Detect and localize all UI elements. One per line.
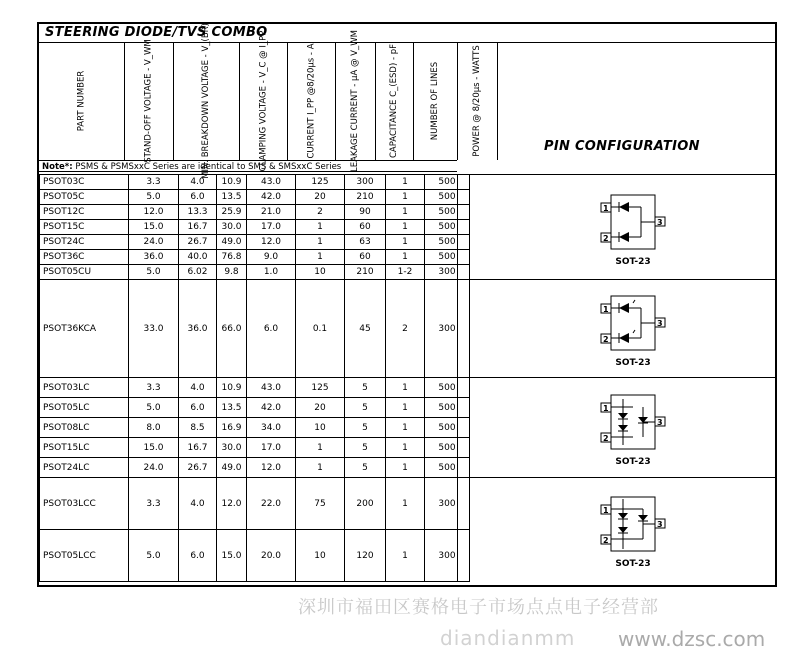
value-cell: 1 <box>386 235 425 250</box>
value-cell: 43.0 <box>247 175 296 190</box>
value-cell: 16.7 <box>179 438 217 458</box>
value-cell: 200 <box>345 478 386 530</box>
value-cell: 5.0 <box>129 265 179 280</box>
column-header <box>457 42 497 160</box>
column-header-text: MIN. BREAKDOWN VOLTAGE - V_(BR) <box>201 23 211 179</box>
value-cell: 13.5 <box>217 398 247 418</box>
value-cell: 500 <box>425 220 470 235</box>
value-cell: 500 <box>425 190 470 205</box>
value-cell: 10.9 <box>217 378 247 398</box>
value-cell: 49.0 <box>217 235 247 250</box>
value-cell: 6.0 <box>179 530 217 582</box>
part-number-cell: PSOT12C <box>40 205 129 220</box>
part-number-cell: PSOT03C <box>40 175 129 190</box>
value-cell: 500 <box>425 250 470 265</box>
value-cell: 1 <box>386 190 425 205</box>
value-cell: 1 <box>386 418 425 438</box>
package-label: SOT-23 <box>615 358 651 368</box>
value-cell: 1 <box>296 458 345 478</box>
value-cell: 3.3 <box>129 175 179 190</box>
pin-diagram-cell <box>457 174 775 279</box>
value-cell: 3.3 <box>129 478 179 530</box>
package-label: SOT-23 <box>615 457 651 467</box>
value-cell: 30.0 <box>217 438 247 458</box>
value-cell: 13.3 <box>179 205 217 220</box>
value-cell: 60 <box>345 220 386 235</box>
column-header <box>39 42 124 160</box>
value-cell: 25.9 <box>217 205 247 220</box>
pin-diagram-cell <box>457 477 775 581</box>
part-number-cell: PSOT36KCA <box>40 280 129 378</box>
table-row <box>40 190 470 205</box>
value-cell: 13.5 <box>217 190 247 205</box>
value-cell: 90 <box>345 205 386 220</box>
value-cell: 6.0 <box>179 190 217 205</box>
spec-table <box>39 174 470 582</box>
value-cell: 300 <box>425 530 470 582</box>
table-row <box>40 438 470 458</box>
value-cell: 12.0 <box>217 478 247 530</box>
value-cell: 17.0 <box>247 438 296 458</box>
column-header <box>335 30 375 172</box>
value-cell: 6.02 <box>179 265 217 280</box>
value-cell: 500 <box>425 378 470 398</box>
part-number-cell: PSOT03LC <box>40 378 129 398</box>
value-cell: 42.0 <box>247 190 296 205</box>
part-number-cell: PSOT05LCC <box>40 530 129 582</box>
value-cell: 1 <box>386 205 425 220</box>
pin-diagram-cell <box>457 279 775 377</box>
watermark-chinese: 深圳市福田区赛格电子市场点点电子经营部 <box>298 597 659 618</box>
svg-text:3: 3 <box>657 319 663 328</box>
value-cell: 1 <box>386 378 425 398</box>
value-cell: 210 <box>345 265 386 280</box>
part-number-cell: PSOT08LC <box>40 418 129 438</box>
value-cell: 60 <box>345 250 386 265</box>
part-number-cell: PSOT36C <box>40 250 129 265</box>
value-cell: 10.9 <box>217 175 247 190</box>
table-row <box>40 398 470 418</box>
column-header-text: NUMBER OF LINES <box>430 61 440 141</box>
value-cell: 45 <box>345 280 386 378</box>
value-cell: 300 <box>425 265 470 280</box>
value-cell: 300 <box>425 280 470 378</box>
value-cell: 500 <box>425 235 470 250</box>
svg-text:2: 2 <box>603 536 609 545</box>
value-cell: 500 <box>425 205 470 220</box>
value-cell: 3.3 <box>129 378 179 398</box>
value-cell: 33.0 <box>129 280 179 378</box>
part-number-cell: PSOT03LCC <box>40 478 129 530</box>
value-cell: 1 <box>386 438 425 458</box>
value-cell: 15.0 <box>217 530 247 582</box>
sot23-pinout-diagram <box>583 290 683 368</box>
table-row <box>40 530 470 582</box>
table-row <box>40 280 470 378</box>
value-cell: 5 <box>345 438 386 458</box>
value-cell: 22.0 <box>247 478 296 530</box>
value-cell: 40.0 <box>179 250 217 265</box>
value-cell: 26.7 <box>179 458 217 478</box>
watermark-url-faint: diandianmm <box>440 626 576 650</box>
value-cell: 42.0 <box>247 398 296 418</box>
table-title: STEERING DIODE/TVS COMBO <box>45 25 268 40</box>
value-cell: 1 <box>296 235 345 250</box>
value-cell: 1 <box>386 398 425 418</box>
table-row <box>40 378 470 398</box>
value-cell: 5 <box>345 378 386 398</box>
table-row <box>40 175 470 190</box>
part-number-cell: PSOT24LC <box>40 458 129 478</box>
value-cell: 66.0 <box>217 280 247 378</box>
column-header <box>124 39 173 163</box>
value-cell: 26.7 <box>179 235 217 250</box>
value-cell: 500 <box>425 175 470 190</box>
column-header-text: CURRENT I_PP @8/20µs - A <box>306 43 317 159</box>
package-label: SOT-23 <box>615 256 651 267</box>
table-row <box>40 235 470 250</box>
svg-text:1: 1 <box>603 404 609 413</box>
value-cell: 120 <box>345 530 386 582</box>
value-cell: 1 <box>386 250 425 265</box>
value-cell: 1 <box>296 250 345 265</box>
value-cell: 5.0 <box>129 530 179 582</box>
value-cell: 1 <box>386 478 425 530</box>
part-number-cell: PSOT05CU <box>40 265 129 280</box>
value-cell: 2 <box>386 280 425 378</box>
value-cell: 16.9 <box>217 418 247 438</box>
svg-text:3: 3 <box>657 217 663 227</box>
value-cell: 125 <box>296 175 345 190</box>
value-cell: 21.0 <box>247 205 296 220</box>
column-header <box>375 42 413 160</box>
value-cell: 500 <box>425 418 470 438</box>
note-label: Note*: <box>42 162 73 172</box>
value-cell: 6.0 <box>179 398 217 418</box>
value-cell: 500 <box>425 438 470 458</box>
svg-text:1: 1 <box>603 203 609 213</box>
svg-text:2: 2 <box>603 335 609 344</box>
sot23-pinout-diagram <box>583 389 683 467</box>
value-cell: 20 <box>296 190 345 205</box>
value-cell: 8.0 <box>129 418 179 438</box>
part-number-cell: PSOT24C <box>40 235 129 250</box>
value-cell: 9.8 <box>217 265 247 280</box>
value-cell: 43.0 <box>247 378 296 398</box>
column-header <box>173 23 239 179</box>
value-cell: 15.0 <box>129 220 179 235</box>
value-cell: 12.0 <box>247 235 296 250</box>
value-cell: 30.0 <box>217 220 247 235</box>
svg-text:2: 2 <box>603 434 609 443</box>
column-header-text: CAPACITANCE C_(ESD) - pF <box>389 43 400 159</box>
value-cell: 24.0 <box>129 235 179 250</box>
value-cell: 6.0 <box>247 280 296 378</box>
value-cell: 500 <box>425 458 470 478</box>
value-cell: 4.0 <box>179 478 217 530</box>
svg-text:1: 1 <box>603 506 609 515</box>
table-row <box>40 265 470 280</box>
value-cell: 125 <box>296 378 345 398</box>
value-cell: 1-2 <box>386 265 425 280</box>
value-cell: 1 <box>386 220 425 235</box>
column-header-text: STAND-OFF VOLTAGE - V_WM <box>143 39 154 163</box>
datasheet-table <box>37 22 777 587</box>
value-cell: 1.0 <box>247 265 296 280</box>
column-header-text: LEAKAGE CURRENT - µA @ V_WM <box>350 30 360 172</box>
value-cell: 20.0 <box>247 530 296 582</box>
table-row <box>40 205 470 220</box>
part-number-cell: PSOT15LC <box>40 438 129 458</box>
value-cell: 5 <box>345 458 386 478</box>
table-row <box>40 220 470 235</box>
value-cell: 5 <box>345 398 386 418</box>
value-cell: 1 <box>386 530 425 582</box>
value-cell: 36.0 <box>179 280 217 378</box>
value-cell: 63 <box>345 235 386 250</box>
svg-text:1: 1 <box>603 305 609 314</box>
value-cell: 5 <box>345 418 386 438</box>
value-cell: 1 <box>386 458 425 478</box>
svg-text:2: 2 <box>603 233 609 243</box>
svg-text:3: 3 <box>657 418 663 427</box>
value-cell: 12.0 <box>247 458 296 478</box>
value-cell: 49.0 <box>217 458 247 478</box>
column-header-text: CLAMPING VOLTAGE - V_C @ I_PP <box>258 30 269 172</box>
column-header <box>239 30 287 172</box>
table-row <box>40 478 470 530</box>
value-cell: 34.0 <box>247 418 296 438</box>
value-cell: 17.0 <box>247 220 296 235</box>
part-number-cell: PSOT15C <box>40 220 129 235</box>
svg-text:3: 3 <box>657 520 663 529</box>
table-row <box>40 418 470 438</box>
column-header <box>413 42 457 160</box>
value-cell: 10 <box>296 530 345 582</box>
package-label: SOT-23 <box>615 559 651 569</box>
pin-configuration-title: PIN CONFIGURATION <box>544 139 700 154</box>
value-cell: 1 <box>296 220 345 235</box>
sot23-pinout-diagram <box>583 491 683 569</box>
value-cell: 9.0 <box>247 250 296 265</box>
value-cell: 4.0 <box>179 175 217 190</box>
part-number-cell: PSOT05LC <box>40 398 129 418</box>
value-cell: 2 <box>296 205 345 220</box>
column-header-text: POWER @ 8/20µs - WATTS <box>472 45 482 157</box>
pin-diagram-cell <box>457 377 775 477</box>
value-cell: 300 <box>425 478 470 530</box>
value-cell: 210 <box>345 190 386 205</box>
value-cell: 5.0 <box>129 190 179 205</box>
value-cell: 16.7 <box>179 220 217 235</box>
value-cell: 8.5 <box>179 418 217 438</box>
watermark-url: www.dzsc.com <box>618 627 766 651</box>
column-header <box>287 42 335 160</box>
sot23-pinout-diagram <box>583 189 683 267</box>
value-cell: 15.0 <box>129 438 179 458</box>
value-cell: 1 <box>296 438 345 458</box>
value-cell: 1 <box>386 175 425 190</box>
value-cell: 36.0 <box>129 250 179 265</box>
table-row <box>40 458 470 478</box>
value-cell: 76.8 <box>217 250 247 265</box>
value-cell: 20 <box>296 398 345 418</box>
note <box>39 160 457 172</box>
note-text: PSMS & PSMSxxC Series are identical to SMS & SMSxxC Series <box>72 162 342 172</box>
value-cell: 4.0 <box>179 378 217 398</box>
value-cell: 24.0 <box>129 458 179 478</box>
value-cell: 75 <box>296 478 345 530</box>
value-cell: 500 <box>425 398 470 418</box>
table-row <box>40 250 470 265</box>
column-header-text: PART NUMBER <box>76 70 87 132</box>
value-cell: 10 <box>296 418 345 438</box>
value-cell: 5.0 <box>129 398 179 418</box>
value-cell: 12.0 <box>129 205 179 220</box>
value-cell: 10 <box>296 265 345 280</box>
value-cell: 0.1 <box>296 280 345 378</box>
value-cell: 300 <box>345 175 386 190</box>
part-number-cell: PSOT05C <box>40 190 129 205</box>
